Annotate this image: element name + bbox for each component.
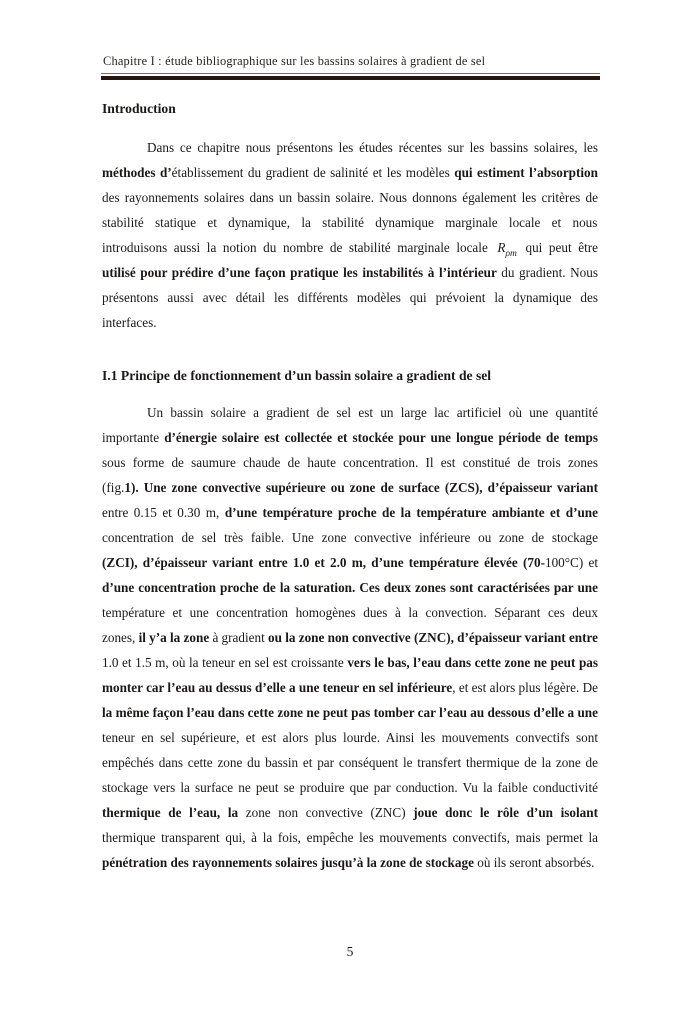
text-line xyxy=(102,575,598,600)
text-line xyxy=(102,310,598,335)
text-line xyxy=(102,525,598,550)
text-run: (fig. xyxy=(102,480,125,495)
text-run: thermique de l’eau, la xyxy=(102,805,246,820)
text-run: d’une concentration proche de la saturation. Ces deux zones sont caractérisées par une xyxy=(102,580,598,595)
text-run: établissement du gradient de salinité et les modèles xyxy=(171,165,455,180)
math-symbol: R xyxy=(497,240,506,255)
text-run: qui peut être xyxy=(518,240,598,255)
text-line xyxy=(102,450,598,475)
text-run: zones, xyxy=(102,630,139,645)
text-run: du gradient. Nous xyxy=(501,265,598,280)
text-line xyxy=(102,625,598,650)
page-number: 5 xyxy=(346,944,354,959)
text-line xyxy=(102,775,598,800)
text-line xyxy=(102,210,598,235)
text-run: où ils seront absorbés. xyxy=(477,855,595,870)
text-run: d’énergie solaire est collectée et stockée pour une longue période de temps xyxy=(164,430,598,445)
text-run: qui estiment l’absorption xyxy=(454,165,598,180)
text-run: , et est alors plus légère. De xyxy=(452,680,598,695)
text-run: la même façon l’eau dans cette zone ne peut pas tomber car l’eau au dessous d’elle a une xyxy=(102,705,598,720)
paragraph xyxy=(102,400,598,875)
math-subscript: ρm xyxy=(505,248,517,259)
text-run: introduisons aussi la notion du nombre de stabilité marginale locale xyxy=(102,240,495,255)
text-run: d’une température proche de la température ambiante et d’une xyxy=(224,505,598,520)
text-run: vers le bas, l’eau dans cette zone ne peut pas xyxy=(347,655,599,670)
text-line xyxy=(102,750,598,775)
text-line xyxy=(102,825,598,850)
text-line xyxy=(102,550,598,575)
text-line xyxy=(102,160,598,185)
text-line xyxy=(102,800,598,825)
text-line xyxy=(102,500,598,525)
text-run: stockage vers la surface ne peut se produire que par conduction. Vu la faible conductivité xyxy=(102,780,598,795)
text-run: 1). Une zone convective supérieure ou zone de surface (ZCS), d’épaisseur variant xyxy=(124,480,598,495)
text-run: joue donc le rôle d’un isolant xyxy=(413,805,598,820)
text-run: présentons aussi avec détail les différents modèles qui prévoient la dynamique des xyxy=(102,290,598,305)
text-line xyxy=(102,675,598,700)
text-line xyxy=(102,135,598,160)
text-line xyxy=(102,650,598,675)
text-run: monter car l’eau au dessus d’elle a une teneur en sel inférieure xyxy=(102,680,453,695)
text-line xyxy=(102,400,598,425)
text-run: concentration de sel très faible. Une zone convective inférieure ou zone de stockage xyxy=(102,530,598,545)
text-line xyxy=(102,185,598,210)
text-run: thermique transparent qui, à la fois, empêche les mouvements convectifs, mais permet la xyxy=(102,830,598,845)
running-header: Chapitre I : étude bibliographique sur les bassins solaires à gradient de sel xyxy=(103,54,486,68)
text-line xyxy=(102,475,598,500)
paragraph xyxy=(102,135,598,335)
header-rule-thin xyxy=(101,73,600,74)
text-run: zone non convective (ZNC) xyxy=(245,805,414,820)
text-run: température et une concentration homogènes dues à la convection. Séparant ces deux xyxy=(102,605,598,620)
text-line xyxy=(102,285,598,310)
text-line xyxy=(102,235,598,260)
text-line xyxy=(102,600,598,625)
text-run: empêchés dans cette zone du bassin et par conséquent le transfert thermique de la zone de xyxy=(102,755,598,770)
text-line xyxy=(102,425,598,450)
text-run: pénétration des rayonnements solaires jusqu’à la zone de stockage xyxy=(102,855,478,870)
text-run: sous forme de saumure chaude de haute concentration. Il est constitué de trois zones xyxy=(102,455,598,470)
text-run: il y’a la zone xyxy=(138,630,213,645)
header-rule xyxy=(101,73,600,80)
text-run: ou la zone non convective (ZNC), d’épaisseur variant entre xyxy=(268,630,599,645)
text-line xyxy=(102,260,598,285)
text-run: importante xyxy=(102,430,165,445)
text-run: Dans ce chapitre nous présentons les études récentes sur les bassins solaires, les xyxy=(147,140,598,155)
text-line xyxy=(102,725,598,750)
text-run: méthodes d’ xyxy=(102,165,172,180)
text-run: (ZCI), d’épaisseur variant entre 1.0 et 2.0 m, d’une température élevée (70- xyxy=(102,555,545,570)
text-run: à gradient xyxy=(212,630,269,645)
text-run: 1.0 et 1.5 m, où la teneur en sel est croissante xyxy=(102,655,348,670)
header-rule-thick xyxy=(101,76,600,80)
section-heading: Introduction xyxy=(102,101,176,116)
text-run: interfaces. xyxy=(102,315,157,330)
text-run: des rayonnements solaires dans un bassin solaire. Nous donnons également les critères de xyxy=(102,190,598,205)
document-body xyxy=(102,96,598,875)
text-run: utilisé pour prédire d’une façon pratique les instabilités à l’intérieur xyxy=(102,265,502,280)
text-run: teneur en sel supérieure, et est alors plus lourde. Ainsi les mouvements convectifs sont xyxy=(102,730,598,745)
text-run: stabilité statique et dynamique, la stabilité dynamique marginale locale et nous xyxy=(102,215,598,230)
section-heading: I.1 Principe de fonctionnement d’un bassin solaire a gradient de sel xyxy=(102,368,492,383)
text-run: entre 0.15 et 0.30 m, xyxy=(102,505,225,520)
text-run: 100°C) et xyxy=(544,555,598,570)
text-run: Un bassin solaire a gradient de sel est un large lac artificiel où une quantité xyxy=(147,405,598,420)
text-line xyxy=(102,700,598,725)
text-line xyxy=(102,850,598,875)
